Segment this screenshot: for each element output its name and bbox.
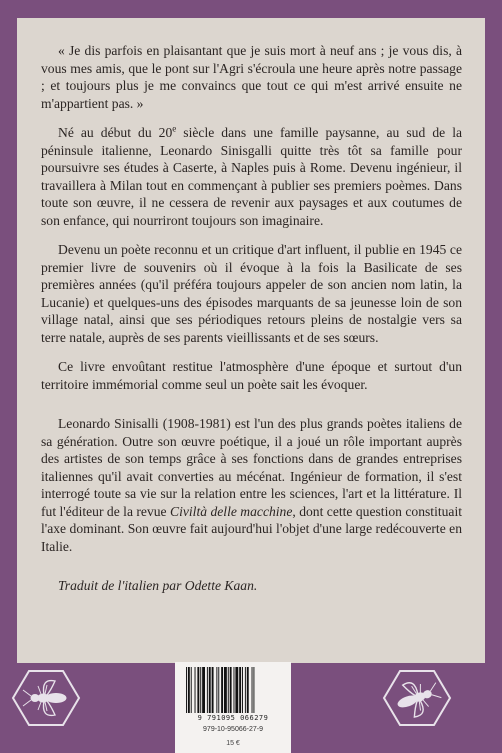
bee-icon-left	[11, 668, 81, 728]
bio-p1-rest: siècle dans une famille paysanne, au sud de la péninsule italienne, Leonardo Sinisgalli quitte très tôt sa famille pour poursuivre ses études à Caserte, à Naples puis à Rome. Devenu ingénieur, il travaillera à Milan tout en commençant à publier ses premiers poèmes. Dans toute son œuvre, il ne cessera de revenir aux paysages et aux coutumes de son enfance, qui nourriront toujours son imaginaire.	[41, 125, 463, 228]
price: 15 €	[226, 740, 240, 747]
author-p-start: Leonardo Sinisalli (1908-1981) est l'un des plus grands poètes italiens de sa génération. Outre son œuvre poétique, il a joué un rôle important auprès des artistes de son temps grâce à ses fonctions dans de grandes entreprises italiennes qu'il avait converties au mécénat. Ingénieur de formation, il s'est interrogé toute sa vie sur la relation entre les sciences, l'art et la littérature. Il fut l'éditeur de la revue	[41, 416, 462, 519]
bio-paragraph-1	[41, 124, 462, 229]
century-superscript: e	[172, 123, 177, 134]
isbn-number: 979-10-95066-27-9	[203, 726, 263, 733]
back-cover-text-panel	[17, 18, 485, 663]
barcode-digits: 9 791095 066279	[197, 714, 269, 722]
author-paragraph	[41, 415, 462, 555]
bio-paragraph-3: Ce livre envoûtant restitue l'atmosphère d'une époque et surtout d'un territoire immémorial comme seul un poète sait les évoquer.	[41, 359, 462, 392]
opening-quote: « Je dis parfois en plaisantant que je suis mort à neuf ans ; je vous dis, à vous mes amis, que le pont sur l'Agri s'écroula une heure après notre passage ; et toujours plus je me convaincs que tout ce qui m'est arrivé ensuite ne m'appartient pas. »	[41, 43, 462, 111]
review-title: Civiltà delle macchine	[170, 503, 293, 519]
bee-icon-right	[382, 668, 452, 728]
barcode-icon	[184, 667, 282, 713]
bio-p1-start: Né au début du 20	[58, 125, 173, 140]
bio-paragraph-2: Devenu un poète reconnu et un critique d'art influent, il publie en 1945 ce premier livre de souvenirs où il évoque à la fois la Basilicate de ses premières années (qu'il préféra toujours appeler de son ancien nom latin, la Lucanie) et quelques-uns des épisodes marquants de sa jeunesse loin de son village natal, ainsi que ses périodiques retours pleins de nostalgie vers sa terre natale, auprès de ses parents vieillissants et de ses sœurs.	[41, 242, 462, 345]
author-p-end: , dont cette question constituait l'axe dominant. Son œuvre fait aujourd'hui l'objet d'une large redécouverte en Italie.	[41, 503, 463, 554]
translator-credit: Traduit de l'italien par Odette Kaan.	[58, 578, 258, 593]
